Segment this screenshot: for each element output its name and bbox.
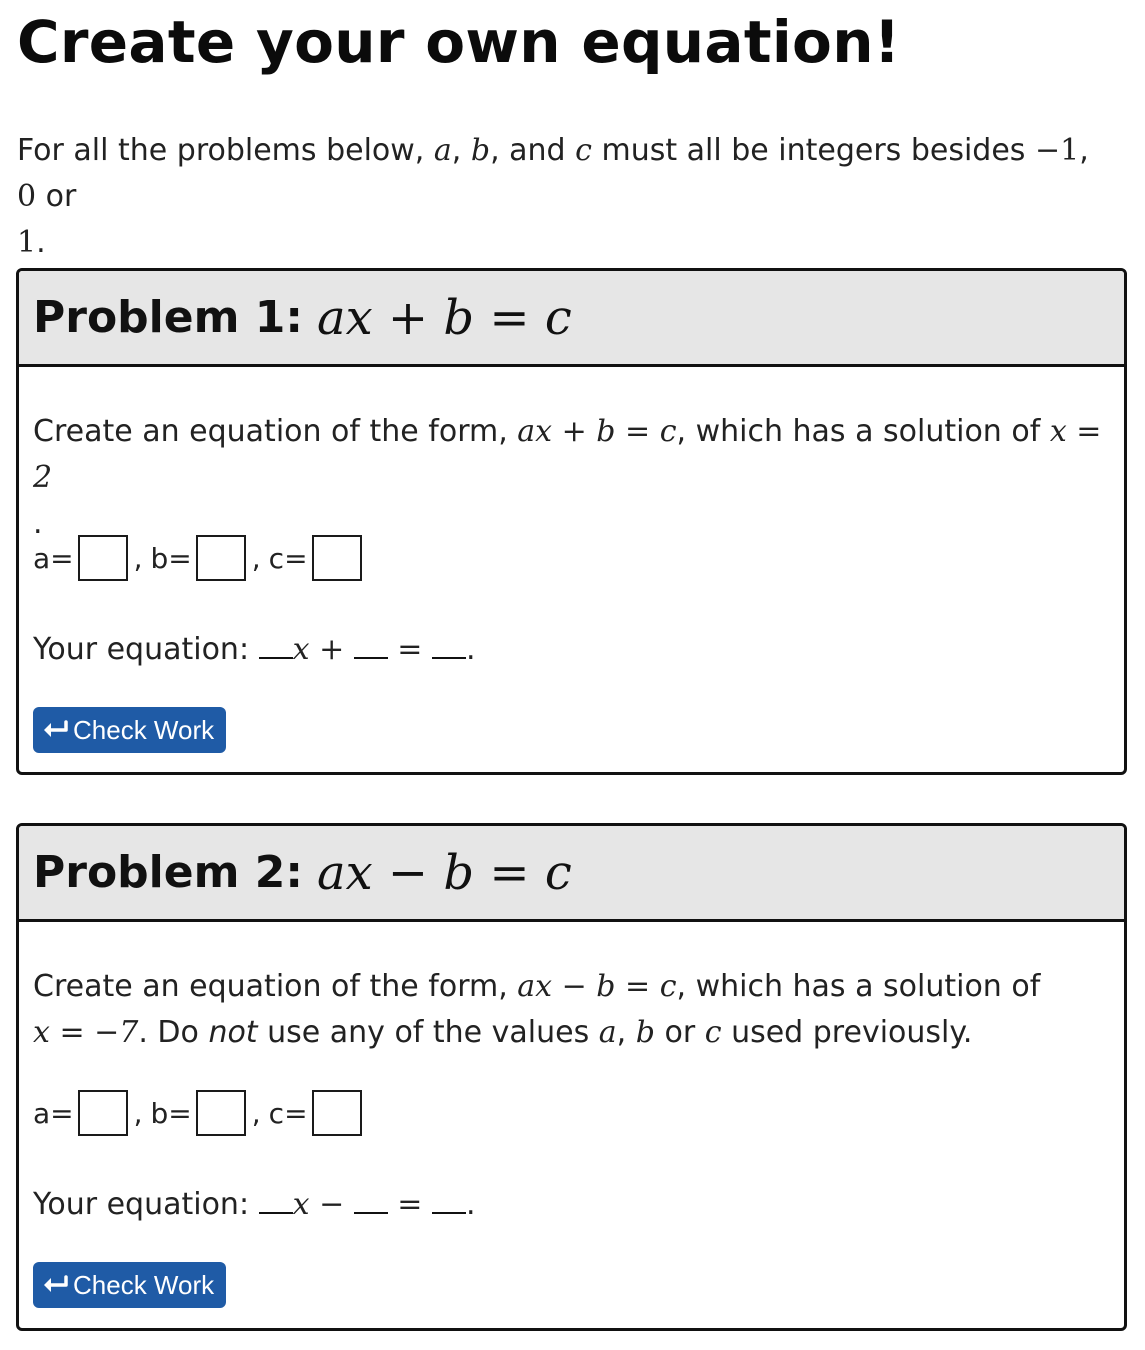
problem-label-2: Problem 2: <box>33 847 303 898</box>
your-equation-2: Your equation: x − = . <box>33 1184 476 1222</box>
check-work-label: Check Work <box>73 1269 215 1300</box>
problem-form-2: ax − b = c <box>316 844 572 901</box>
problem-form-1: ax + b = c <box>316 289 572 346</box>
c-input-2[interactable] <box>312 1090 362 1136</box>
problem-label-1: Problem 1: <box>33 292 303 343</box>
problem-card-1 <box>16 268 1127 775</box>
blank-b <box>354 629 388 659</box>
b-input-1[interactable] <box>196 535 246 581</box>
problem-description-2: Create an equation of the form, ax − b = c, which has a solution of x = −7. Do not use any of the values a, b or c used previously. <box>33 969 1041 1050</box>
b-label: b= <box>150 541 192 575</box>
c-input-1[interactable] <box>312 535 362 581</box>
return-arrow-icon <box>41 1274 71 1296</box>
separator: , <box>133 1096 143 1130</box>
blank-c <box>432 1184 466 1214</box>
a-label: a= <box>33 1096 74 1130</box>
blank-b <box>354 1184 388 1214</box>
separator: , <box>133 541 143 575</box>
separator: , <box>251 1096 261 1130</box>
blank-a <box>259 629 293 659</box>
b-input-2[interactable] <box>196 1090 246 1136</box>
separator: , <box>251 541 261 575</box>
intro-text: For all the problems below, a, b, and c must all be integers besides −1, 0 or 1. <box>17 133 1089 260</box>
a-input-2[interactable] <box>78 1090 128 1136</box>
return-arrow-icon <box>41 719 71 741</box>
problem-description-1: Create an equation of the form, ax + b = c, which has a solution of x = 2 . <box>33 414 1102 541</box>
check-work-label: Check Work <box>73 714 215 745</box>
blank-a <box>259 1184 293 1214</box>
c-label: c= <box>268 1096 308 1130</box>
b-label: b= <box>150 1096 192 1130</box>
coefficient-inputs-2 <box>33 1090 362 1136</box>
problem-header-2 <box>19 826 1124 922</box>
blank-c <box>432 629 466 659</box>
check-work-button-1[interactable] <box>33 707 226 753</box>
your-equation-label: Your equation: <box>33 632 259 667</box>
a-input-1[interactable] <box>78 535 128 581</box>
c-label: c= <box>268 541 308 575</box>
check-work-button-2[interactable] <box>33 1262 226 1308</box>
coefficient-inputs-1 <box>33 535 362 581</box>
page-title: Create your own equation! <box>17 8 901 76</box>
problem-card-2 <box>16 823 1127 1331</box>
problem-header-1 <box>19 271 1124 367</box>
your-equation-1: Your equation: x + = . <box>33 629 476 667</box>
your-equation-label: Your equation: <box>33 1187 259 1222</box>
a-label: a= <box>33 541 74 575</box>
